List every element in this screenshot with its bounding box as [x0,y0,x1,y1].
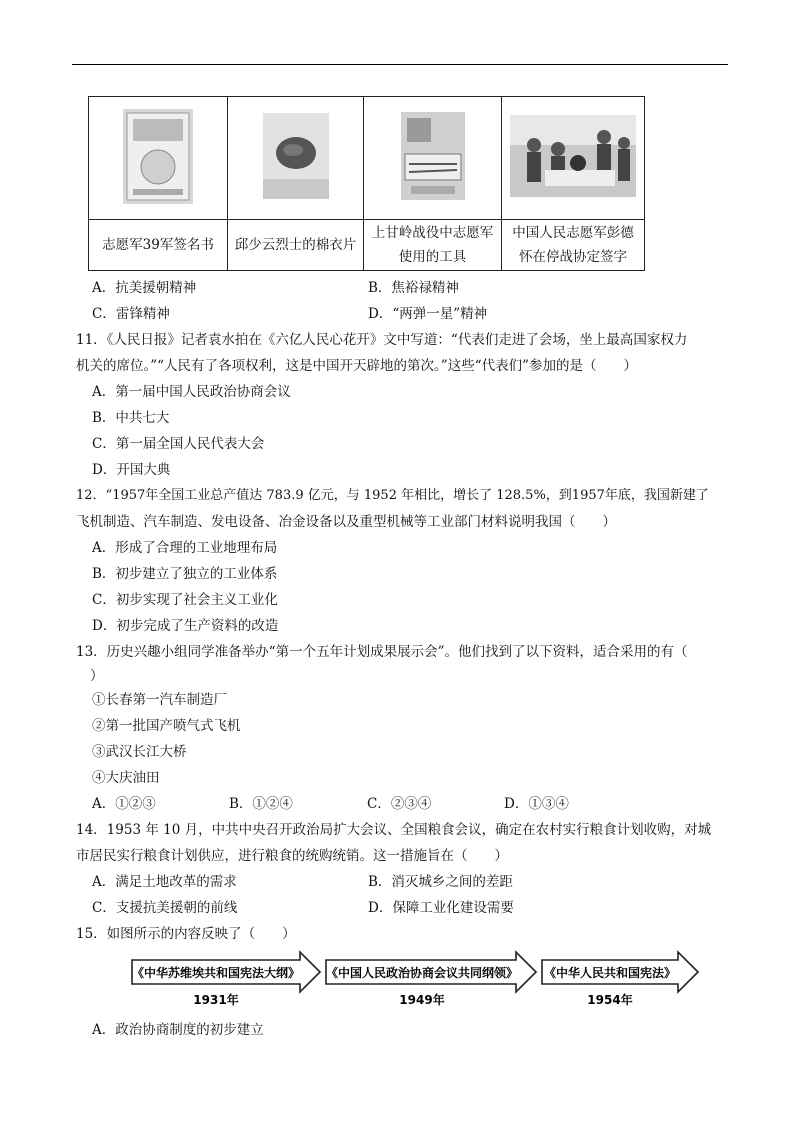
image-cell-armistice-signing [502,97,645,220]
q13-option-b[interactable]: B．①②④ [229,796,293,812]
q15-stem: 15．如图所示的内容反映了（ ） [76,926,296,942]
q13-item-3: ③武汉长江大桥 [92,744,187,760]
image-cell-cotton-cloth [228,97,364,220]
q12-option-a[interactable]: A．形成了合理的工业地理布局 [92,540,278,556]
q14-option-a[interactable]: A．满足土地改革的需求 [92,874,237,890]
q11-stem-line1: 11．《人民日报》记者袁水拍在《六亿人民心花开》文中写道：“代表们走进了会场，坐上最高国家权力 [76,332,688,348]
q10-option-d[interactable]: D．“两弹一星”精神 [368,306,488,322]
q11-option-b[interactable]: B．中共七大 [92,410,170,426]
q11-option-d[interactable]: D．开国大典 [92,462,171,478]
q11-option-a[interactable]: A．第一届中国人民政治协商会议 [92,384,291,400]
signature-book-photo [123,109,193,204]
q12-option-d[interactable]: D．初步完成了生产资料的改造 [92,618,279,634]
artifact-table [88,96,645,271]
q13-item-4: ④大庆油田 [92,770,160,786]
armistice-signing-photo [510,115,636,197]
header-rule [72,64,728,65]
q12-option-b[interactable]: B．初步建立了独立的工业体系 [92,566,278,582]
caption-cotton-cloth [228,220,364,271]
caption-tools [364,220,502,271]
caption-signature-book [89,220,228,271]
timeline-arrow-1931 [132,952,320,1007]
q10-option-c[interactable]: C．雷锋精神 [92,306,170,322]
q13-option-a[interactable]: A．①②③ [92,796,156,812]
caption-line: 中国人民志愿军彭德 [512,225,634,241]
q11-stem-line2: 机关的席位。”“人民有了各项权利，这是中国开天辟地的第次。”这些“代表们”参加的是（ ） [76,358,638,374]
q13-option-c[interactable]: C．②③④ [367,796,432,812]
q13-item-2: ②第一批国产喷气式飞机 [92,718,241,734]
q10-option-b[interactable]: B．焦裕禄精神 [368,280,459,296]
caption-armistice-signing [502,220,645,271]
q12-stem-line2: 飞机制造、汽车制造、发电设备、冶金设备以及重型机械等工业部门材料说明我国（ ） [76,514,616,530]
timeline-arrow-1954 [542,952,698,1007]
tools-photo [401,112,465,200]
arrow-year-1954: 1954年 [587,993,633,1007]
q12-stem-line1: 12．“1957年全国工业总产值达 783.9 亿元，与 1952 年相比，增长了 128.5%，到1957年底，我国新建了 [76,488,709,503]
arrow-label-1949: 《中国人民政治协商会议共同纲领》 [325,966,519,980]
timeline-arrow-1949 [326,952,536,1007]
q13-stem-line1: 13．历史兴趣小组同学准备举办“第一个五年计划成果展示会”。他们找到了以下资料，适合采用的有（ [76,644,688,660]
arrow-year-1949: 1949年 [399,993,445,1007]
q14-option-d[interactable]: D．保障工业化建设需要 [368,900,514,916]
caption-line: 志愿军39军签名书 [102,237,214,253]
arrow-year-1931: 1931年 [193,993,239,1007]
arrow-label-1954: 《中华人民共和国宪法》 [543,966,677,980]
q14-stem-line1: 14．1953 年 10 月，中共中央召开政治局扩大会议、全国粮食会议，确定在农村实行粮食计划收购，对城 [76,822,712,838]
q14-stem-line2: 市居民实行粮食计划供应，进行粮食的统购统销。这一措施旨在（ ） [76,848,508,864]
q12-option-c[interactable]: C．初步实现了社会主义工业化 [92,592,278,608]
caption-line: 邱少云烈士的棉衣片 [234,237,357,253]
cotton-cloth-photo [263,113,329,199]
image-cell-signature-book [89,97,228,220]
image-cell-tools [364,97,502,220]
caption-line: 使用的工具 [398,249,467,265]
arrow-label-1931: 《中华苏维埃共和国宪法大纲》 [131,966,301,980]
constitution-timeline-diagram [130,950,702,1010]
q11-option-c[interactable]: C．第一届全国人民代表大会 [92,436,265,452]
q13-item-1: ①长春第一汽车制造厂 [92,692,227,708]
q14-option-b[interactable]: B．消灭城乡之间的差距 [368,874,513,890]
q10-option-a[interactable]: A．抗美援朝精神 [92,280,197,296]
caption-line: 怀在停战协定签字 [519,249,627,265]
q14-option-c[interactable]: C．支援抗美援朝的前线 [92,900,238,916]
q13-option-d[interactable]: D．①③④ [504,796,569,812]
caption-line: 上甘岭战役中志愿军 [371,225,494,241]
q15-option-a[interactable]: A．政治协商制度的初步建立 [92,1022,264,1038]
q13-stem-line2: ） [90,668,104,684]
